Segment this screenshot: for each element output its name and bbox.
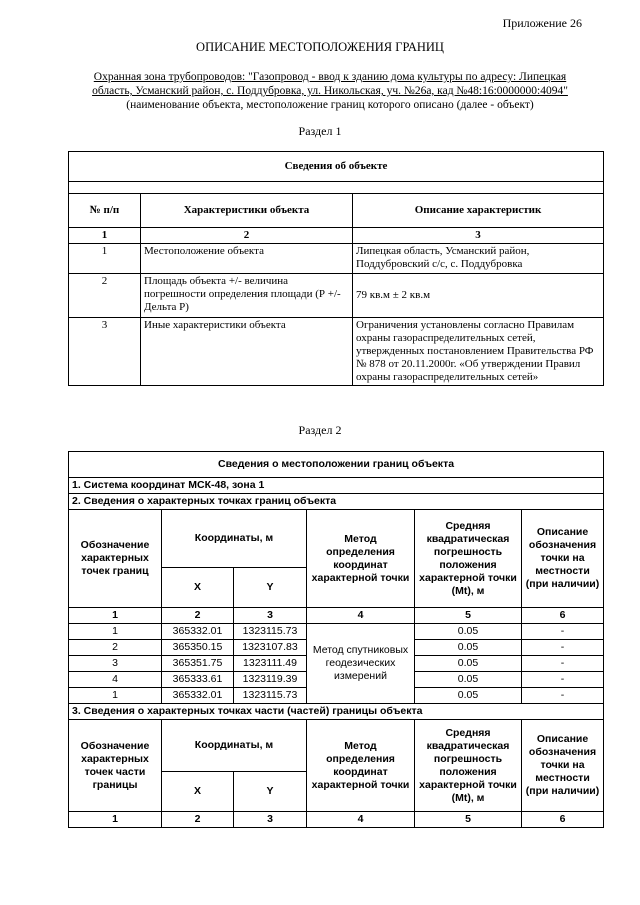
row-number: 1 (69, 244, 141, 274)
object-line-1: Охранная зона трубопроводов: "Газопровод - ввод к зданию дома культуры по адресу: Липецкая (93, 71, 567, 83)
point-x: 365351.75 (162, 656, 234, 672)
point-y: 1323107.83 (234, 640, 307, 656)
part-y-header: Y (234, 772, 307, 812)
point-x: 365333.61 (162, 672, 234, 688)
part-point-id-header: Обозначение характерных точек части границы (69, 720, 162, 812)
point-id: 1 (69, 624, 162, 640)
object-info-table (68, 151, 604, 386)
col-index: 1 (69, 812, 162, 828)
col-index: 1 (69, 608, 162, 624)
col-num-header: № п/п (69, 194, 141, 228)
point-y: 1323115.73 (234, 624, 307, 640)
point-x: 365350.15 (162, 640, 234, 656)
coordinate-system: 1. Система координат МСК-48, зона 1 (69, 478, 604, 494)
col-index: 5 (415, 812, 522, 828)
row-description: 79 кв.м ± 2 кв.м (353, 274, 604, 318)
coords-header: Координаты, м (162, 510, 307, 568)
part-method-header: Метод определения координат характерной точки (307, 720, 415, 812)
col-index: 2 (141, 228, 353, 244)
point-desc: - (522, 656, 604, 672)
col-index: 2 (162, 812, 234, 828)
error-header: Средняя квадратическая погрешность положения характерной точки (Mt), м (415, 510, 522, 608)
point-error: 0.05 (415, 688, 522, 704)
method-cell: Метод спутниковых геодезических измерений (307, 624, 415, 704)
appendix-label: Приложение 26 (502, 16, 582, 30)
point-id: 3 (69, 656, 162, 672)
point-desc: - (522, 688, 604, 704)
point-y: 1323119.39 (234, 672, 307, 688)
col-index: 6 (522, 812, 604, 828)
point-error: 0.05 (415, 640, 522, 656)
row-description: Липецкая область, Усманский район, Поддубровский с/с, с. Поддубровка (353, 244, 604, 274)
row-characteristic: Иные характеристики объекта (141, 318, 353, 386)
table-row (69, 244, 604, 274)
object-description (70, 70, 590, 112)
table-row (69, 624, 604, 640)
part-location-desc-header: Описание обозначения точки на местности (при наличии) (522, 720, 604, 812)
col-index: 2 (162, 608, 234, 624)
row-number: 3 (69, 318, 141, 386)
row-characteristic: Местоположение объекта (141, 244, 353, 274)
col-index: 5 (415, 608, 522, 624)
col-desc-header: Описание характеристик (353, 194, 604, 228)
table1-title: Сведения об объекте (69, 152, 604, 182)
x-header: X (162, 568, 234, 608)
point-desc: - (522, 672, 604, 688)
part-points-subtitle: 3. Сведения о характерных точках части (частей) границы объекта (69, 704, 604, 720)
col-char-header: Характеристики объекта (141, 194, 353, 228)
col-index: 1 (69, 228, 141, 244)
point-id: 4 (69, 672, 162, 688)
row-number: 2 (69, 274, 141, 318)
part-coords-header: Координаты, м (162, 720, 307, 772)
col-index: 3 (353, 228, 604, 244)
point-desc: - (522, 624, 604, 640)
point-id: 2 (69, 640, 162, 656)
section-1-label: Раздел 1 (298, 124, 342, 138)
point-y: 1323115.73 (234, 688, 307, 704)
page-title: ОПИСАНИЕ МЕСТОПОЛОЖЕНИЯ ГРАНИЦ (196, 40, 444, 54)
location-desc-header: Описание обозначения точки на местности (при наличии) (522, 510, 604, 608)
point-id-header: Обозначение характерных точек границ (69, 510, 162, 608)
point-x: 365332.01 (162, 624, 234, 640)
point-error: 0.05 (415, 672, 522, 688)
points-subtitle: 2. Сведения о характерных точках границ объекта (69, 494, 604, 510)
object-caption: (наименование объекта, местоположение границ которого описано (далее - объект) (126, 99, 534, 111)
table-row (69, 318, 604, 386)
point-error: 0.05 (415, 624, 522, 640)
table1-spacer (69, 182, 604, 194)
col-index: 6 (522, 608, 604, 624)
point-y: 1323111.49 (234, 656, 307, 672)
method-header: Метод определения координат характерной точки (307, 510, 415, 608)
section-2-label: Раздел 2 (298, 423, 342, 437)
col-index: 3 (234, 812, 307, 828)
point-desc: - (522, 640, 604, 656)
row-characteristic: Площадь объекта +/- величина погрешности определения площади (Р +/- Дельта Р) (141, 274, 353, 318)
col-index: 3 (234, 608, 307, 624)
col-index: 4 (307, 608, 415, 624)
object-line-2: область, Усманский район, с. Поддубровка, ул. Никольская, уч. №26а, кад №48:16:0000000:4094" (92, 85, 568, 97)
table-row (69, 274, 604, 318)
point-id: 1 (69, 688, 162, 704)
row-description: Ограничения установлены согласно Правилам охраны газораспределительных сетей, утвержденных постановлением Правительства РФ № 878 от 20.11.2000г. «Об утверждении Правил охраны газораспределительных сетей» (353, 318, 604, 386)
table2-title: Сведения о местоположении границ объекта (69, 452, 604, 478)
part-x-header: X (162, 772, 234, 812)
boundary-points-table (68, 451, 604, 828)
point-x: 365332.01 (162, 688, 234, 704)
y-header: Y (234, 568, 307, 608)
point-error: 0.05 (415, 656, 522, 672)
col-index: 4 (307, 812, 415, 828)
part-error-header: Средняя квадратическая погрешность положения характерной точки (Mt), м (415, 720, 522, 812)
